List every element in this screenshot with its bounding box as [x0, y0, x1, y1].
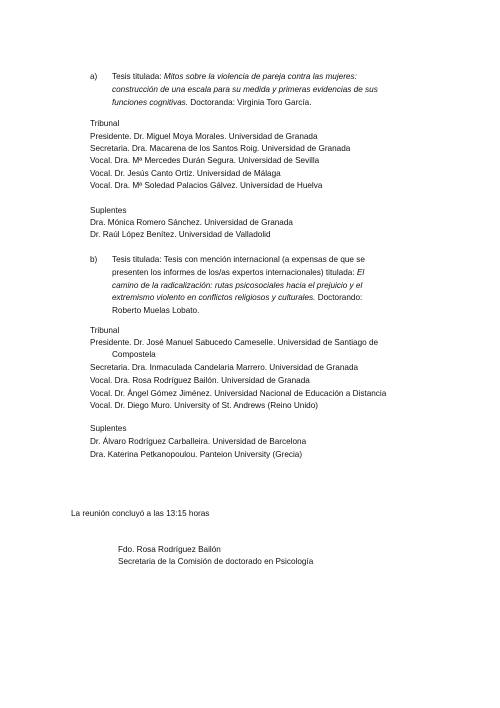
- suplentes-a-member: Dra. Mónica Romero Sánchez. Universidad de Granada: [90, 218, 293, 227]
- tribunal-a-member: Presidente. Dr. Miguel Moya Morales. Universidad de Granada: [90, 132, 318, 141]
- item-a-doctoranda: Doctoranda: Virginia Toro García.: [188, 98, 312, 107]
- item-b-line-4: [112, 293, 362, 303]
- tribunal-a-member: Vocal. Dra. Mª Soledad Palacios Gálvez. Universidad de Huelva: [90, 181, 323, 190]
- item-b-line-2: [112, 268, 364, 278]
- tribunal-a-member: Vocal. Dra. Mª Mercedes Durán Segura. Universidad de Sevilla: [90, 156, 320, 165]
- tribunal-b-member: Vocal. Dr. Diego Muro. University of St. Andrews (Reino Unido): [90, 401, 318, 410]
- item-b-title-2: camino de la radicalización: rutas psicosociales hacia el prejuicio y el: [112, 281, 363, 290]
- item-b-line-3: [112, 281, 362, 291]
- tribunal-b-member: Vocal. Dr. Ángel Gómez Jiménez. Universidad Nacional de Educación a Distancia: [90, 389, 387, 398]
- tribunal-b-member-continuation: Compostela: [112, 350, 156, 359]
- suplentes-a-heading: Suplentes: [90, 206, 127, 215]
- item-b-title-3: extremismo violento en conflictos religiosos y culturales.: [112, 293, 316, 302]
- item-a-title-3: funciones cognitivas.: [112, 98, 189, 107]
- suplentes-a-member: Dr. Raúl López Benítez. Universidad de Valladolid: [90, 230, 271, 239]
- item-a-lead: Tesis titulada:: [112, 72, 164, 81]
- item-b-line-1: Tesis titulada: Tesis con mención internacional (a expensas de que se: [112, 255, 365, 264]
- tribunal-b-member: Secretaria. Dra. Inmaculada Candelaria Marrero. Universidad de Granada: [90, 363, 359, 372]
- tribunal-b-member: Presidente. Dr. José Manuel Sabucedo Cameselle. Universidad de Santiago de: [90, 338, 379, 347]
- item-a-letter: a): [90, 72, 98, 81]
- tribunal-a-member: Secretaria. Dra. Macarena de los Santos Roig. Universidad de Granada: [90, 144, 351, 153]
- item-b-title-1: El: [356, 268, 365, 277]
- tribunal-a-heading: Tribunal: [90, 119, 120, 128]
- item-b-doctorando: Doctorando:: [315, 293, 363, 302]
- signature-role: Secretaria de la Comisión de doctorado en Psicología: [118, 557, 314, 566]
- suplentes-b-member: Dr. Álvaro Rodríguez Carballeira. Universidad de Barcelona: [90, 437, 307, 446]
- item-b-letter: b): [90, 255, 98, 264]
- tribunal-a-member: Vocal. Dr. Jesús Canto Ortiz. Universidad de Málaga: [90, 169, 281, 178]
- signature-name: Fdo. Rosa Rodríguez Bailón: [118, 545, 221, 554]
- item-b-lead: presenten los informes de los/as expertos internacionales) titulada:: [112, 268, 357, 277]
- tribunal-b-member: Vocal. Dra. Rosa Rodríguez Bailón. Universidad de Granada: [90, 376, 310, 385]
- item-a-line-2: [112, 85, 378, 95]
- item-a-title-2: construcción de una escala para su medida y primeras evidencias de sus: [112, 85, 378, 94]
- item-a-line-1: [112, 72, 357, 82]
- closing-statement: La reunión concluyó a las 13:15 horas: [71, 509, 210, 518]
- item-a-line-3: [112, 98, 312, 108]
- suplentes-b-heading: Suplentes: [90, 424, 127, 433]
- item-a-title-1: Mitos sobre la violencia de pareja contra las mujeres:: [163, 72, 357, 81]
- tribunal-b-heading: Tribunal: [90, 326, 120, 335]
- suplentes-b-member: Dra. Katerina Petkanopoulou. Panteion University (Grecia): [90, 450, 303, 459]
- item-b-line-5: Roberto Muelas Lobato.: [112, 306, 200, 315]
